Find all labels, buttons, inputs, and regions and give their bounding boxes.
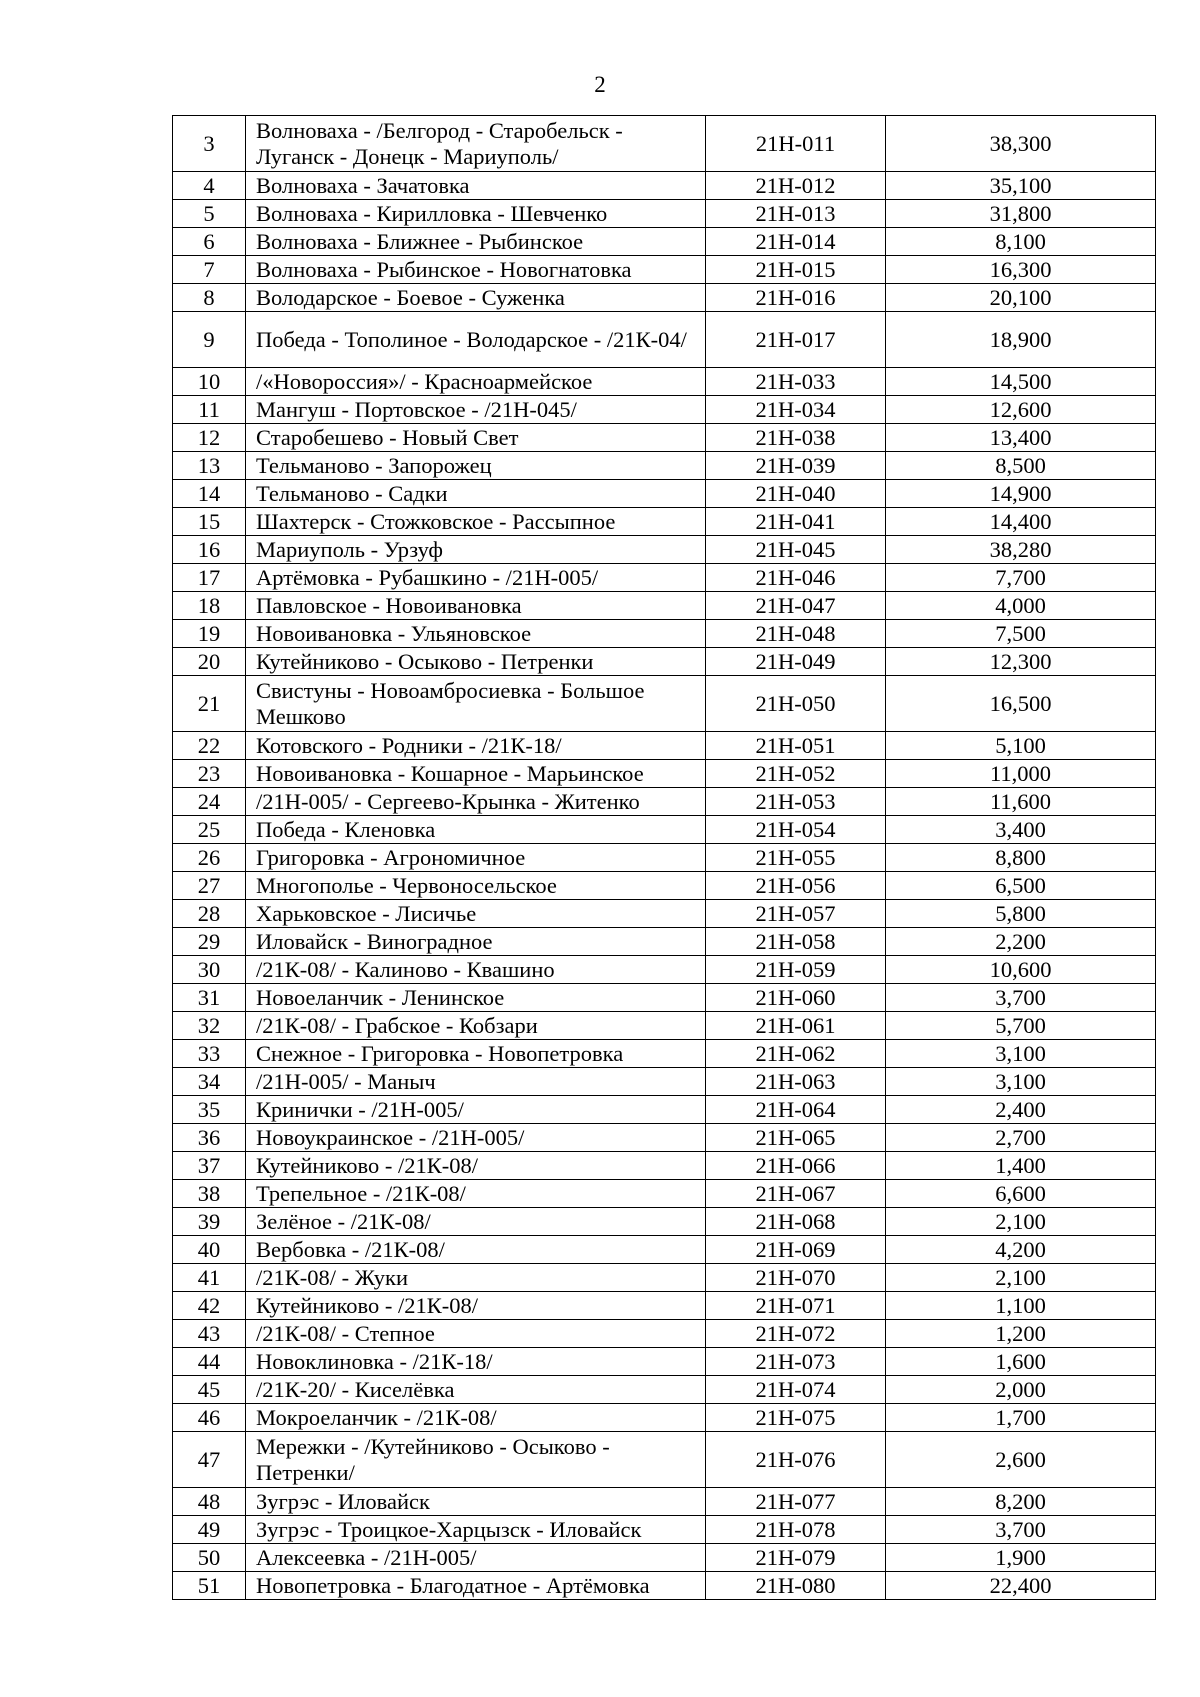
road-length-cell: 13,400 [886, 424, 1156, 452]
road-length-cell: 3,700 [886, 1516, 1156, 1544]
table-row [173, 256, 1156, 284]
road-code-cell: 21Н-012 [706, 172, 886, 200]
row-number-cell: 8 [173, 284, 246, 312]
row-number-cell: 23 [173, 760, 246, 788]
road-code-cell: 21Н-068 [706, 1208, 886, 1236]
table-row [173, 928, 1156, 956]
table-row [173, 844, 1156, 872]
road-name-cell: /21К-08/ - Калиново - Квашино [246, 956, 706, 984]
road-name-cell: Шахтерск - Стожковское - Рассыпное [246, 508, 706, 536]
row-number-cell: 17 [173, 564, 246, 592]
road-length-cell: 31,800 [886, 200, 1156, 228]
row-number-cell: 14 [173, 480, 246, 508]
road-code-cell: 21Н-069 [706, 1236, 886, 1264]
road-code-cell: 21Н-053 [706, 788, 886, 816]
row-number-cell: 27 [173, 872, 246, 900]
table-row [173, 1068, 1156, 1096]
road-code-cell: 21Н-058 [706, 928, 886, 956]
table-row [173, 1376, 1156, 1404]
row-number-cell: 51 [173, 1572, 246, 1600]
road-name-cell: Зугрэс - Троицкое-Харцызск - Иловайск [246, 1516, 706, 1544]
road-length-cell: 1,100 [886, 1292, 1156, 1320]
row-number-cell: 40 [173, 1236, 246, 1264]
road-code-cell: 21Н-063 [706, 1068, 886, 1096]
road-length-cell: 22,400 [886, 1572, 1156, 1600]
road-length-cell: 3,100 [886, 1068, 1156, 1096]
road-code-cell: 21Н-064 [706, 1096, 886, 1124]
road-name-cell: Новоивановка - Ульяновское [246, 620, 706, 648]
road-name-cell: Вербовка - /21К-08/ [246, 1236, 706, 1264]
table-row [173, 564, 1156, 592]
row-number-cell: 16 [173, 536, 246, 564]
road-code-cell: 21Н-056 [706, 872, 886, 900]
table-row [173, 1348, 1156, 1376]
road-name-cell: Свистуны - Новоамбросиевка - Большое Мешково [246, 676, 706, 732]
table-row [173, 368, 1156, 396]
row-number-cell: 6 [173, 228, 246, 256]
roads-table [172, 115, 1156, 1600]
road-name-cell: Волноваха - Рыбинское - Новогнатовка [246, 256, 706, 284]
table-row [173, 480, 1156, 508]
road-name-cell: Кутейниково - Осыково - Петренки [246, 648, 706, 676]
table-row [173, 676, 1156, 732]
table-row [173, 1124, 1156, 1152]
road-length-cell: 2,200 [886, 928, 1156, 956]
road-length-cell: 14,500 [886, 368, 1156, 396]
table-row [173, 1208, 1156, 1236]
road-name-cell: /21К-08/ - Степное [246, 1320, 706, 1348]
table-row [173, 1012, 1156, 1040]
table-row [173, 732, 1156, 760]
road-code-cell: 21Н-051 [706, 732, 886, 760]
road-code-cell: 21Н-057 [706, 900, 886, 928]
table-row [173, 452, 1156, 480]
row-number-cell: 4 [173, 172, 246, 200]
row-number-cell: 12 [173, 424, 246, 452]
road-code-cell: 21Н-014 [706, 228, 886, 256]
road-name-cell: Павловское - Новоивановка [246, 592, 706, 620]
table-row [173, 956, 1156, 984]
row-number-cell: 36 [173, 1124, 246, 1152]
road-code-cell: 21Н-011 [706, 116, 886, 172]
road-length-cell: 5,100 [886, 732, 1156, 760]
road-length-cell: 14,400 [886, 508, 1156, 536]
row-number-cell: 7 [173, 256, 246, 284]
row-number-cell: 10 [173, 368, 246, 396]
row-number-cell: 44 [173, 1348, 246, 1376]
road-length-cell: 1,200 [886, 1320, 1156, 1348]
row-number-cell: 21 [173, 676, 246, 732]
road-name-cell: Кутейниково - /21К-08/ [246, 1152, 706, 1180]
road-code-cell: 21Н-070 [706, 1264, 886, 1292]
road-length-cell: 4,200 [886, 1236, 1156, 1264]
road-code-cell: 21Н-017 [706, 312, 886, 368]
road-code-cell: 21Н-034 [706, 396, 886, 424]
row-number-cell: 30 [173, 956, 246, 984]
road-code-cell: 21Н-016 [706, 284, 886, 312]
row-number-cell: 45 [173, 1376, 246, 1404]
road-length-cell: 14,900 [886, 480, 1156, 508]
road-name-cell: /21Н-005/ - Сергеево-Крынка - Житенко [246, 788, 706, 816]
table-row [173, 1152, 1156, 1180]
roads-table-body [173, 116, 1156, 1600]
road-length-cell: 3,100 [886, 1040, 1156, 1068]
road-code-cell: 21Н-073 [706, 1348, 886, 1376]
row-number-cell: 20 [173, 648, 246, 676]
road-code-cell: 21Н-046 [706, 564, 886, 592]
page-number: 2 [594, 72, 606, 97]
table-row [173, 760, 1156, 788]
row-number-cell: 13 [173, 452, 246, 480]
table-row [173, 284, 1156, 312]
road-length-cell: 11,600 [886, 788, 1156, 816]
road-name-cell: Иловайск - Виноградное [246, 928, 706, 956]
row-number-cell: 29 [173, 928, 246, 956]
row-number-cell: 41 [173, 1264, 246, 1292]
road-name-cell: /21К-20/ - Киселёвка [246, 1376, 706, 1404]
road-length-cell: 2,100 [886, 1208, 1156, 1236]
row-number-cell: 33 [173, 1040, 246, 1068]
road-length-cell: 6,600 [886, 1180, 1156, 1208]
row-number-cell: 43 [173, 1320, 246, 1348]
road-name-cell: Харьковское - Лисичье [246, 900, 706, 928]
row-number-cell: 34 [173, 1068, 246, 1096]
table-row [173, 1264, 1156, 1292]
road-code-cell: 21Н-066 [706, 1152, 886, 1180]
table-row [173, 1040, 1156, 1068]
row-number-cell: 24 [173, 788, 246, 816]
road-name-cell: Зугрэс - Иловайск [246, 1488, 706, 1516]
road-length-cell: 12,300 [886, 648, 1156, 676]
row-number-cell: 48 [173, 1488, 246, 1516]
road-name-cell: Артёмовка - Рубашкино - /21Н-005/ [246, 564, 706, 592]
road-name-cell: Трепельное - /21К-08/ [246, 1180, 706, 1208]
table-row [173, 116, 1156, 172]
road-code-cell: 21Н-013 [706, 200, 886, 228]
table-row [173, 788, 1156, 816]
road-code-cell: 21Н-079 [706, 1544, 886, 1572]
road-name-cell: Зелёное - /21К-08/ [246, 1208, 706, 1236]
row-number-cell: 42 [173, 1292, 246, 1320]
road-length-cell: 35,100 [886, 172, 1156, 200]
row-number-cell: 25 [173, 816, 246, 844]
road-name-cell: Новоукраинское - /21Н-005/ [246, 1124, 706, 1152]
road-name-cell: Волноваха - /Белгород - Старобельск - Луганск - Донецк - Мариуполь/ [246, 116, 706, 172]
road-length-cell: 1,400 [886, 1152, 1156, 1180]
row-number-cell: 19 [173, 620, 246, 648]
road-name-cell: Кутейниково - /21К-08/ [246, 1292, 706, 1320]
road-length-cell: 38,300 [886, 116, 1156, 172]
road-length-cell: 12,600 [886, 396, 1156, 424]
road-length-cell: 1,700 [886, 1404, 1156, 1432]
road-code-cell: 21Н-061 [706, 1012, 886, 1040]
row-number-cell: 15 [173, 508, 246, 536]
table-row [173, 1432, 1156, 1488]
road-name-cell: Волноваха - Зачатовка [246, 172, 706, 200]
table-row [173, 900, 1156, 928]
table-row [173, 536, 1156, 564]
road-code-cell: 21Н-049 [706, 648, 886, 676]
row-number-cell: 9 [173, 312, 246, 368]
road-name-cell: /21Н-005/ - Маныч [246, 1068, 706, 1096]
table-row [173, 1096, 1156, 1124]
table-row [173, 200, 1156, 228]
road-code-cell: 21Н-050 [706, 676, 886, 732]
row-number-cell: 11 [173, 396, 246, 424]
road-name-cell: /21К-08/ - Грабское - Кобзари [246, 1012, 706, 1040]
road-name-cell: Новоеланчик - Ленинское [246, 984, 706, 1012]
road-length-cell: 2,600 [886, 1432, 1156, 1488]
road-length-cell: 3,700 [886, 984, 1156, 1012]
road-code-cell: 21Н-059 [706, 956, 886, 984]
road-code-cell: 21Н-039 [706, 452, 886, 480]
row-number-cell: 28 [173, 900, 246, 928]
road-length-cell: 2,100 [886, 1264, 1156, 1292]
table-row [173, 1292, 1156, 1320]
road-name-cell: Володарское - Боевое - Суженка [246, 284, 706, 312]
road-name-cell: Мокроеланчик - /21К-08/ [246, 1404, 706, 1432]
road-name-cell: Тельманово - Запорожец [246, 452, 706, 480]
road-length-cell: 11,000 [886, 760, 1156, 788]
table-row [173, 872, 1156, 900]
table-row [173, 1404, 1156, 1432]
road-name-cell: Котовского - Родники - /21К-18/ [246, 732, 706, 760]
road-length-cell: 2,400 [886, 1096, 1156, 1124]
road-length-cell: 3,400 [886, 816, 1156, 844]
row-number-cell: 35 [173, 1096, 246, 1124]
row-number-cell: 37 [173, 1152, 246, 1180]
road-code-cell: 21Н-054 [706, 816, 886, 844]
table-row [173, 312, 1156, 368]
road-code-cell: 21Н-038 [706, 424, 886, 452]
table-row [173, 984, 1156, 1012]
road-length-cell: 8,800 [886, 844, 1156, 872]
road-name-cell: /«Новороссия»/ - Красноармейское [246, 368, 706, 396]
road-name-cell: Мангуш - Портовское - /21Н-045/ [246, 396, 706, 424]
road-code-cell: 21Н-076 [706, 1432, 886, 1488]
road-length-cell: 7,700 [886, 564, 1156, 592]
table-row [173, 648, 1156, 676]
row-number-cell: 3 [173, 116, 246, 172]
road-length-cell: 2,700 [886, 1124, 1156, 1152]
road-length-cell: 16,300 [886, 256, 1156, 284]
road-name-cell: Победа - Кленовка [246, 816, 706, 844]
road-name-cell: Волноваха - Кирилловка - Шевченко [246, 200, 706, 228]
row-number-cell: 31 [173, 984, 246, 1012]
road-name-cell: Снежное - Григоровка - Новопетровка [246, 1040, 706, 1068]
road-name-cell: Новоивановка - Кошарное - Марьинское [246, 760, 706, 788]
table-row [173, 1320, 1156, 1348]
row-number-cell: 22 [173, 732, 246, 760]
road-length-cell: 2,000 [886, 1376, 1156, 1404]
table-row [173, 1516, 1156, 1544]
road-code-cell: 21Н-078 [706, 1516, 886, 1544]
road-code-cell: 21Н-045 [706, 536, 886, 564]
road-code-cell: 21Н-074 [706, 1376, 886, 1404]
row-number-cell: 26 [173, 844, 246, 872]
table-row [173, 228, 1156, 256]
road-length-cell: 5,800 [886, 900, 1156, 928]
road-code-cell: 21Н-047 [706, 592, 886, 620]
road-code-cell: 21Н-065 [706, 1124, 886, 1152]
road-name-cell: Многополье - Червоносельское [246, 872, 706, 900]
table-row [173, 396, 1156, 424]
table-row [173, 1180, 1156, 1208]
row-number-cell: 46 [173, 1404, 246, 1432]
row-number-cell: 50 [173, 1544, 246, 1572]
road-length-cell: 5,700 [886, 1012, 1156, 1040]
road-code-cell: 21Н-040 [706, 480, 886, 508]
road-length-cell: 8,100 [886, 228, 1156, 256]
row-number-cell: 47 [173, 1432, 246, 1488]
table-row [173, 620, 1156, 648]
road-length-cell: 8,500 [886, 452, 1156, 480]
road-code-cell: 21Н-015 [706, 256, 886, 284]
road-code-cell: 21Н-075 [706, 1404, 886, 1432]
road-length-cell: 16,500 [886, 676, 1156, 732]
road-length-cell: 6,500 [886, 872, 1156, 900]
row-number-cell: 32 [173, 1012, 246, 1040]
road-length-cell: 1,600 [886, 1348, 1156, 1376]
road-code-cell: 21Н-062 [706, 1040, 886, 1068]
road-code-cell: 21Н-067 [706, 1180, 886, 1208]
road-name-cell: Мережки - /Кутейниково - Осыково - Петренки/ [246, 1432, 706, 1488]
road-code-cell: 21Н-080 [706, 1572, 886, 1600]
row-number-cell: 39 [173, 1208, 246, 1236]
road-length-cell: 1,900 [886, 1544, 1156, 1572]
road-name-cell: Мариуполь - Урзуф [246, 536, 706, 564]
road-code-cell: 21Н-071 [706, 1292, 886, 1320]
road-length-cell: 10,600 [886, 956, 1156, 984]
road-code-cell: 21Н-077 [706, 1488, 886, 1516]
row-number-cell: 38 [173, 1180, 246, 1208]
road-code-cell: 21Н-048 [706, 620, 886, 648]
row-number-cell: 49 [173, 1516, 246, 1544]
road-code-cell: 21Н-052 [706, 760, 886, 788]
table-row [173, 592, 1156, 620]
road-code-cell: 21Н-033 [706, 368, 886, 396]
road-name-cell: Кринички - /21Н-005/ [246, 1096, 706, 1124]
road-name-cell: /21К-08/ - Жуки [246, 1264, 706, 1292]
table-row [173, 508, 1156, 536]
road-name-cell: Алексеевка - /21Н-005/ [246, 1544, 706, 1572]
table-row [173, 1488, 1156, 1516]
road-name-cell: Новопетровка - Благодатное - Артёмовка [246, 1572, 706, 1600]
row-number-cell: 18 [173, 592, 246, 620]
road-name-cell: Новоклиновка - /21К-18/ [246, 1348, 706, 1376]
table-row [173, 1236, 1156, 1264]
table-row [173, 1544, 1156, 1572]
road-name-cell: Тельманово - Садки [246, 480, 706, 508]
road-name-cell: Волноваха - Ближнее - Рыбинское [246, 228, 706, 256]
table-row [173, 1572, 1156, 1600]
road-length-cell: 20,100 [886, 284, 1156, 312]
table-row [173, 172, 1156, 200]
road-name-cell: Старобешево - Новый Свет [246, 424, 706, 452]
row-number-cell: 5 [173, 200, 246, 228]
road-name-cell: Григоровка - Агрономичное [246, 844, 706, 872]
road-code-cell: 21Н-072 [706, 1320, 886, 1348]
road-code-cell: 21Н-041 [706, 508, 886, 536]
road-length-cell: 38,280 [886, 536, 1156, 564]
road-length-cell: 7,500 [886, 620, 1156, 648]
road-name-cell: Победа - Тополиное - Володарское - /21К-04/ [246, 312, 706, 368]
road-length-cell: 18,900 [886, 312, 1156, 368]
road-code-cell: 21Н-060 [706, 984, 886, 1012]
table-row [173, 816, 1156, 844]
road-length-cell: 4,000 [886, 592, 1156, 620]
road-length-cell: 8,200 [886, 1488, 1156, 1516]
road-code-cell: 21Н-055 [706, 844, 886, 872]
table-row [173, 424, 1156, 452]
